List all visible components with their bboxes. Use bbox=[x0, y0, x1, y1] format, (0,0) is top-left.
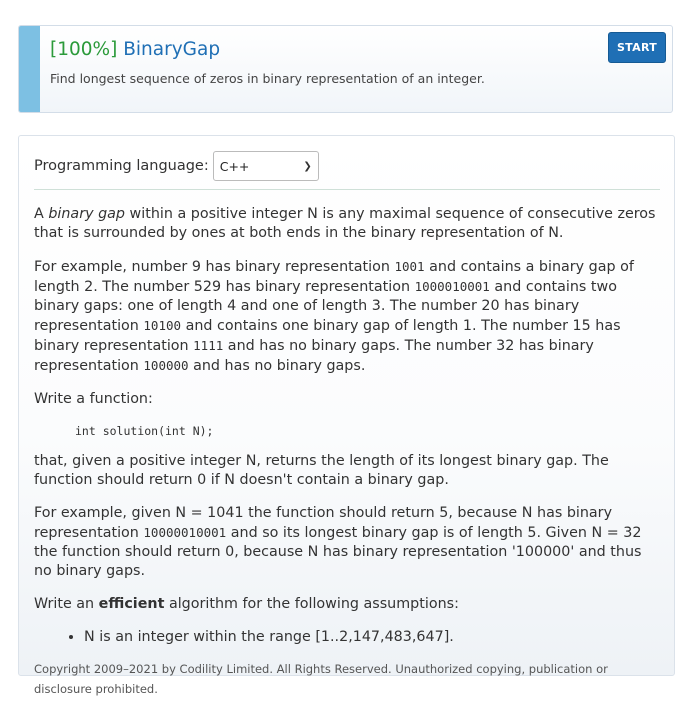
task-description: Find longest sequence of zeros in binary representation of an integer. bbox=[50, 71, 485, 86]
divider bbox=[34, 189, 660, 190]
paragraph-definition bbox=[34, 205, 660, 243]
task-title bbox=[50, 39, 220, 60]
text: Write an bbox=[34, 596, 99, 612]
language-row bbox=[34, 151, 319, 181]
list-item: • N is an integer within the range [1..2,147,483,647]. bbox=[84, 628, 660, 647]
paragraph-returns: that, given a positive integer N, returns the length of its longest binary gap. The function should return 0 if N doesn't contain a binary gap. bbox=[34, 453, 609, 488]
start-button[interactable]: START bbox=[608, 32, 666, 63]
text: and so its longest binary gap is of length 5. Given N = 32 the function should return 0, because N has binary representation '100000' and thus no binary gaps. bbox=[34, 525, 642, 579]
paragraph-efficient bbox=[34, 595, 660, 614]
code-inline: 1000010001 bbox=[414, 279, 490, 294]
strong-text: efficient bbox=[98, 596, 165, 612]
text: and has no binary gaps. bbox=[188, 358, 366, 374]
text: within a positive integer N is any maximal sequence of consecutive zeros that is surrounded by ones at both ends in the binary representation of N. bbox=[34, 206, 656, 241]
text: For example, given N = 1041 the function should return 5, because N has binary representation bbox=[34, 505, 613, 541]
assumptions-list bbox=[34, 628, 660, 647]
text: and contains one binary gap of length 1. The number 15 has binary representation bbox=[34, 318, 621, 354]
task-score: [100%] bbox=[50, 39, 118, 60]
text: and has no binary gaps. The number 32 has binary representation bbox=[34, 338, 594, 374]
paragraph-write-function: Write a function: bbox=[34, 391, 153, 407]
emphasis: binary gap bbox=[48, 206, 125, 222]
function-signature: int solution(int N); bbox=[75, 424, 214, 438]
text: and contains two binary gaps: one of length 4 and one of length 3. The number 20 has binary representation bbox=[34, 279, 617, 334]
code-inline: 10000010001 bbox=[143, 525, 227, 540]
chevron-down-icon: ❯ bbox=[303, 160, 312, 172]
text: A bbox=[34, 206, 49, 222]
text: and contains a binary gap of length 2. The number 529 has binary representation bbox=[34, 259, 634, 295]
code-inline: 10100 bbox=[143, 318, 182, 333]
paragraph-example-1041 bbox=[34, 504, 660, 581]
task-name: BinaryGap bbox=[123, 39, 221, 60]
accent-bar bbox=[19, 26, 40, 112]
language-selected-value: C++ bbox=[219, 158, 250, 174]
text: algorithm for the following assumptions: bbox=[164, 596, 459, 612]
code-inline: 1001 bbox=[394, 259, 425, 274]
paragraph-examples bbox=[34, 257, 660, 376]
language-select[interactable] bbox=[213, 151, 319, 181]
copyright-notice: Copyright 2009–2021 by Codility Limited. All Rights Reserved. Unauthorized copying, publication or disclosure prohibited. bbox=[34, 662, 608, 696]
task-description-body bbox=[34, 205, 660, 699]
language-label: Programming language: bbox=[34, 158, 209, 174]
task-body-card bbox=[18, 135, 675, 696]
text: For example, number 9 has binary representation bbox=[34, 259, 395, 275]
code-inline: 100000 bbox=[143, 358, 189, 373]
code-inline: 1111 bbox=[193, 338, 224, 353]
task-header-card bbox=[18, 25, 673, 113]
